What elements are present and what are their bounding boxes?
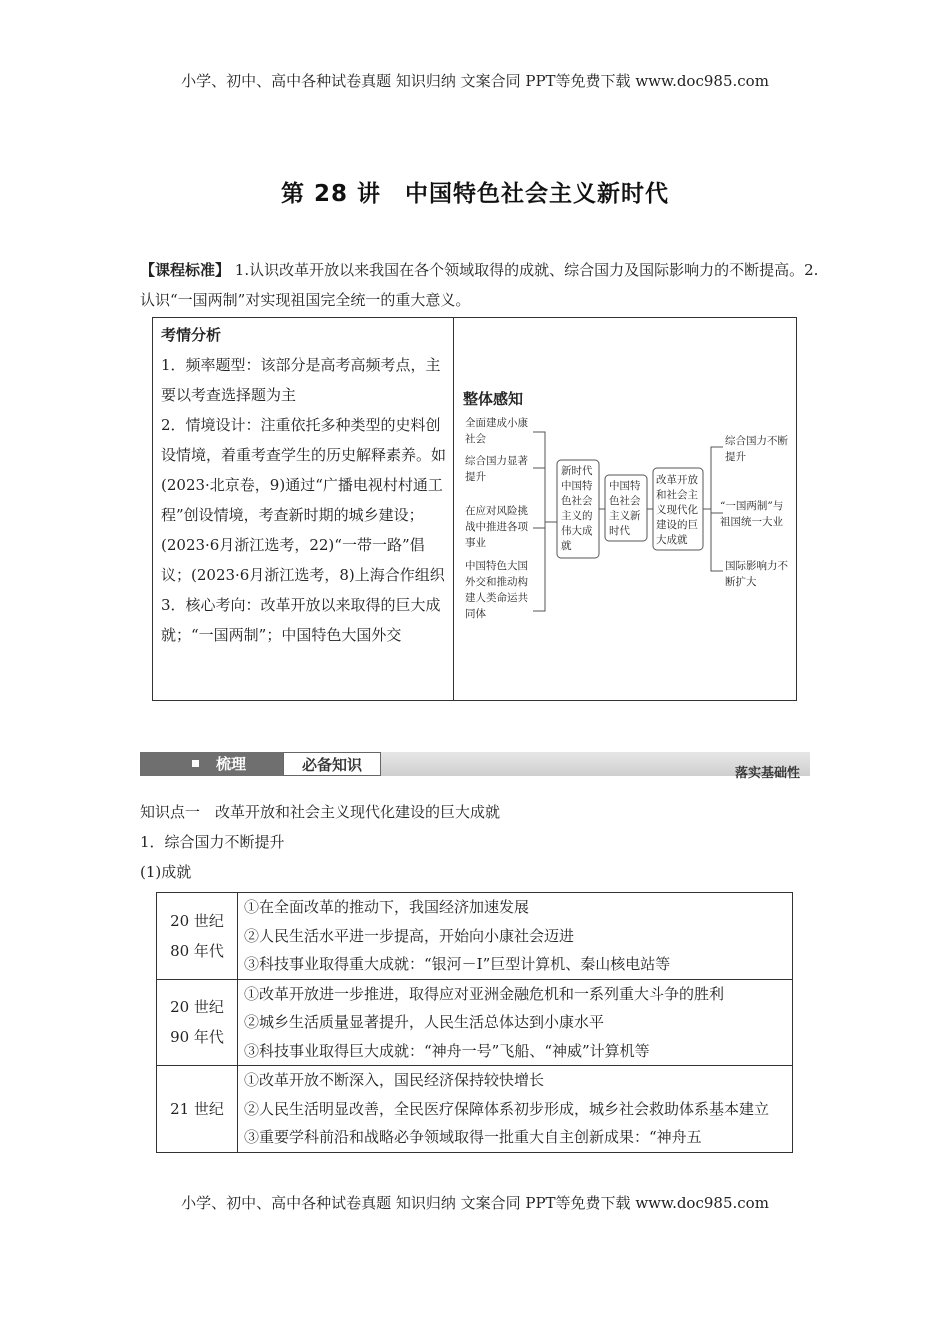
achievement-item: ②城乡生活质量显著提升，人民生活总体达到小康水平	[244, 1013, 605, 1031]
left-bracket	[533, 432, 545, 611]
overview-left-item: 事业	[465, 537, 486, 549]
exam-analysis-item: 1．频率题型：该部分是高考高频考点，主要以考查选择题为主	[161, 356, 441, 404]
banner-dark-tab	[140, 752, 283, 776]
lesson-title: 第 28 讲 中国特色社会主义新时代	[280, 181, 670, 207]
overview-heading: 整体感知	[463, 390, 524, 408]
overview-left-item: 综合国力显著	[465, 455, 528, 467]
overview-left-item: 全面建成小康	[465, 417, 528, 429]
course-standard-text: 1.认识改革开放以来我国在各个领域取得的成就、综合国力及国际影响力的不断提高。2.认识“一国两制”对实现祖国完全统一的重大意义。	[140, 261, 819, 309]
era-cell	[157, 893, 238, 980]
table-row	[157, 979, 793, 1066]
overview-right-item: 提升	[725, 451, 746, 463]
era-label: 20 世纪	[170, 911, 224, 930]
course-standard	[140, 255, 820, 315]
exam-analysis-item: 2．情境设计：注重依托多种类型的史料创设情境，着重考查学生的历史解释素养。如(2023·北京卷，9)通过“广播电视村村通工程”创设情境，考查新时期的城乡建设；(2023·6月浙江选考，22)“一带一路”倡议；(2023·6月浙江选考，8)上海合作组织	[161, 416, 447, 584]
overview-box2-line: 色社会	[609, 495, 641, 507]
overview-left-item: 社会	[465, 433, 486, 445]
overview-box3-line: 义现代化	[656, 504, 698, 516]
overview-right-item: “一国两制”与	[720, 500, 784, 512]
overview-left-item: 提升	[465, 471, 486, 483]
overview-box1-line: 就	[561, 540, 572, 552]
page-header: 小学、初中、高中各种试卷真题 知识归纳 文案合同 PPT等免费下载 www.doc985.com	[181, 72, 769, 90]
achievement-items	[238, 893, 793, 980]
overview-box3-line: 和社会主	[656, 489, 698, 501]
overview-box1-line: 中国特	[561, 480, 593, 492]
overview-left-item: 外交和推动构	[465, 576, 528, 588]
course-standard-label: 【课程标准】	[140, 261, 231, 279]
overview-box1-line: 主义的	[561, 510, 593, 522]
achievement-item: ②人民生活水平进一步提高，开始向小康社会迈进	[244, 926, 575, 945]
banner-light-tab	[283, 752, 381, 776]
achievement-items	[238, 979, 793, 1066]
era-cell	[157, 1066, 238, 1153]
achievement-items	[238, 1066, 793, 1153]
overview-box3-line: 改革开放	[656, 474, 698, 486]
banner-dark-label: 梳理	[216, 755, 247, 773]
overview-right-item: 综合国力不断	[725, 435, 788, 447]
exam-analysis-table	[152, 317, 797, 701]
achievements-table	[156, 892, 793, 1153]
overview-box2-line: 中国特	[609, 480, 641, 492]
era-label: 90 年代	[170, 1028, 224, 1047]
overview-box3-line: 大成就	[656, 534, 688, 546]
achievement-item: ③科技事业取得巨大成就：“神舟一号”飞船、“神威”计算机等	[244, 1041, 650, 1060]
exam-analysis-heading: 考情分析	[161, 326, 222, 344]
exam-analysis	[161, 320, 449, 650]
achievement-item: ③重要学科前沿和战略必争领域取得一批重大自主创新成果：“神舟五	[244, 1128, 702, 1146]
era-label: 20 世纪	[170, 998, 224, 1017]
knowledge-point-heading: 知识点一 改革开放和社会主义现代化建设的巨大成就	[140, 803, 501, 821]
achievement-item: ①在全面改革的推动下，我国经济加速发展	[244, 898, 530, 916]
overview-mind-map	[455, 318, 796, 702]
achievement-item: ③科技事业取得重大成就：“银河－Ⅰ”巨型计算机、秦山核电站等	[244, 955, 671, 973]
overview-panel	[455, 318, 796, 700]
overview-box3-line: 建设的巨	[656, 519, 698, 531]
page-footer: 小学、初中、高中各种试卷真题 知识归纳 文案合同 PPT等免费下载 www.doc985.com	[181, 1194, 769, 1212]
overview-box2-line: 主义新	[609, 510, 641, 522]
square-icon	[192, 760, 199, 767]
era-label: 80 年代	[170, 941, 224, 960]
era-label: 21 世纪	[170, 1099, 224, 1118]
overview-box1-line: 伟大成	[561, 525, 593, 537]
section-banner	[140, 752, 810, 781]
overview-left-item: 在应对风险挑	[465, 505, 528, 517]
subsection-heading: (1)成就	[140, 863, 192, 881]
achievement-item: ①改革开放不断深入，国民经济保持较快增长	[244, 1071, 545, 1089]
overview-right-item: 国际影响力不	[725, 560, 788, 572]
overview-right-item: 祖国统一大业	[720, 516, 783, 528]
overview-left-item: 同体	[465, 608, 486, 620]
overview-right-item: 断扩大	[725, 576, 757, 588]
overview-box1-line: 新时代	[561, 465, 593, 477]
table-divider	[453, 318, 454, 700]
overview-box2-line: 时代	[609, 525, 630, 537]
banner-right-label: 落实基础性	[734, 766, 800, 781]
banner-light-label: 必备知识	[301, 756, 362, 774]
overview-left-item: 战中推进各项	[465, 521, 528, 533]
overview-left-item: 建人类命运共	[465, 592, 528, 604]
achievement-item: ②人民生活明显改善，全民医疗保障体系初步形成，城乡社会救助体系基本建立	[244, 1099, 770, 1118]
achievement-item: ①改革开放进一步推进，取得应对亚洲金融危机和一系列重大斗争的胜利	[244, 984, 725, 1003]
table-row	[157, 1066, 793, 1153]
overview-left-item: 中国特色大国	[465, 560, 528, 572]
exam-analysis-item: 3．核心考向：改革开放以来取得的巨大成就；“一国两制”；中国特色大国外交	[161, 596, 441, 644]
era-cell	[157, 979, 238, 1066]
section-heading: 1．综合国力不断提升	[140, 833, 285, 851]
table-row	[157, 893, 793, 980]
overview-box1-line: 色社会	[561, 495, 593, 507]
